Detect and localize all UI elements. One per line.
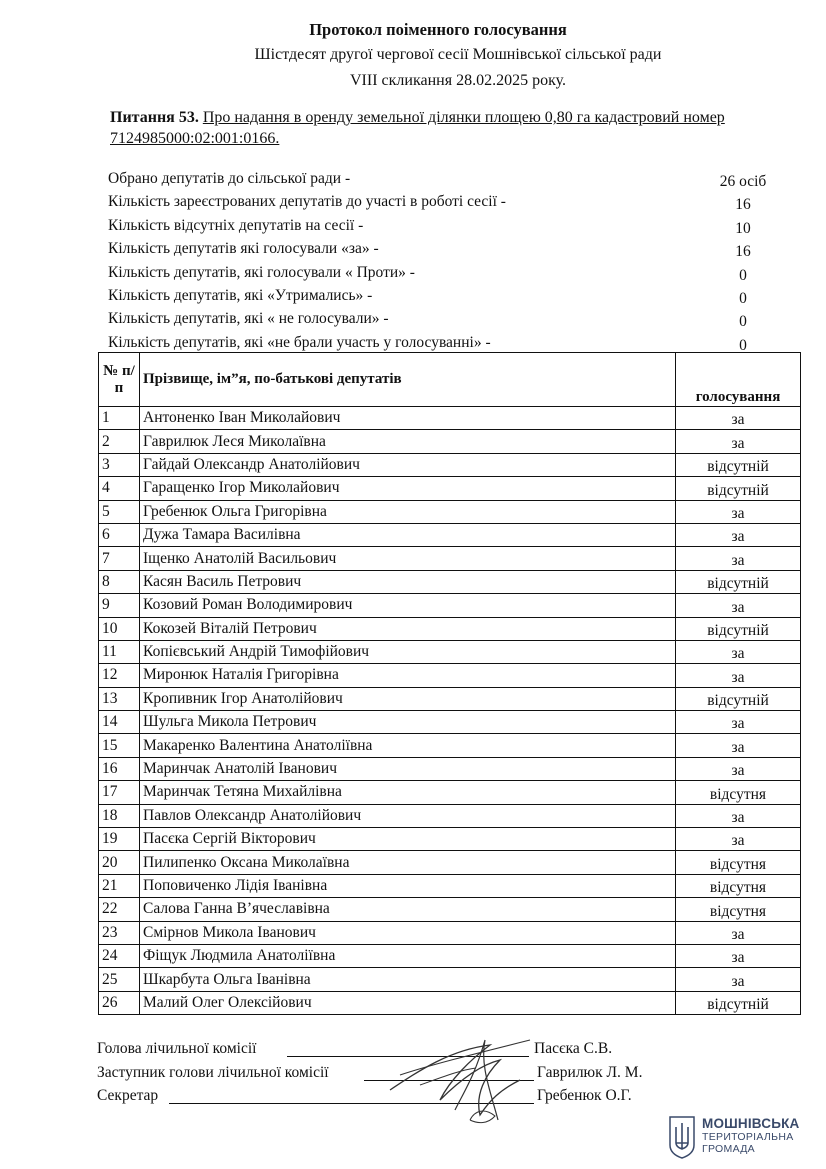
stat-value: 0 bbox=[739, 336, 747, 354]
row-number: 13 bbox=[99, 687, 140, 710]
vote-result: за bbox=[676, 968, 801, 991]
document-subtitle-date: VIII скликання 28.02.2025 року. bbox=[349, 72, 567, 89]
deputy-name: Гаврилюк Леся Миколаївна bbox=[140, 430, 676, 453]
table-header-row bbox=[99, 353, 801, 407]
stat-value: 0 bbox=[739, 313, 747, 331]
vote-result: відсутній bbox=[676, 570, 801, 593]
deputy-name: Смірнов Микола Іванович bbox=[140, 921, 676, 944]
table-row bbox=[99, 407, 801, 430]
vote-result: відсутня bbox=[676, 898, 801, 921]
table-row bbox=[99, 570, 801, 593]
deputy-name: Касян Василь Петрович bbox=[140, 570, 676, 593]
row-number: 3 bbox=[99, 453, 140, 476]
deputy-name: Фіщук Людмила Анатоліївна bbox=[140, 944, 676, 967]
deputy-name: Дужа Тамара Василівна bbox=[140, 523, 676, 546]
stat-row bbox=[108, 287, 788, 310]
stat-row bbox=[108, 310, 788, 333]
table-row bbox=[99, 547, 801, 570]
deputy-name: Пилипенко Оксана Миколаївна bbox=[140, 851, 676, 874]
deputy-name: Гаращенко Ігор Миколайович bbox=[140, 477, 676, 500]
table-row bbox=[99, 804, 801, 827]
vote-result: за bbox=[676, 804, 801, 827]
stat-label: Кількість зареєстрованих депутатів до участі в роботі сесії - bbox=[108, 193, 506, 211]
stat-value: 0 bbox=[739, 289, 747, 307]
vote-result: за bbox=[676, 921, 801, 944]
table-row bbox=[99, 640, 801, 663]
table-row bbox=[99, 991, 801, 1014]
row-number: 25 bbox=[99, 968, 140, 991]
deputy-name: Салова Ганна В’ячеславівна bbox=[140, 898, 676, 921]
table-row bbox=[99, 944, 801, 967]
header-number: № п/п bbox=[99, 353, 140, 407]
deputy-name: Павлов Олександр Анатолійович bbox=[140, 804, 676, 827]
table-row bbox=[99, 851, 801, 874]
deputy-name: Козовий Роман Володимирович bbox=[140, 594, 676, 617]
logo-line3: ГРОМАДА bbox=[702, 1143, 755, 1155]
stat-label: Обрано депутатів до сільської ради - bbox=[108, 170, 351, 187]
deputy-name: Маринчак Тетяна Михайлівна bbox=[140, 781, 676, 804]
table-row bbox=[99, 523, 801, 546]
handwritten-signature bbox=[380, 1020, 540, 1130]
deputy-name: Малий Олег Олексійович bbox=[140, 991, 676, 1014]
stat-row bbox=[108, 217, 788, 240]
row-number: 17 bbox=[99, 781, 140, 804]
stat-value: 16 bbox=[735, 196, 751, 214]
deputy-name: Кокозей Віталій Петрович bbox=[140, 617, 676, 640]
table-row bbox=[99, 453, 801, 476]
table-row bbox=[99, 757, 801, 780]
row-number: 7 bbox=[99, 547, 140, 570]
vote-result: за bbox=[676, 640, 801, 663]
vote-result: за bbox=[676, 523, 801, 546]
table-row bbox=[99, 968, 801, 991]
stat-value: 0 bbox=[739, 266, 747, 284]
stat-value: 26 осіб bbox=[719, 173, 767, 190]
table-row bbox=[99, 477, 801, 500]
vote-result: за bbox=[676, 711, 801, 734]
stat-label: Кількість депутатів, які «Утримались» - bbox=[108, 286, 373, 304]
table-row bbox=[99, 664, 801, 687]
deputy-name: Пасєка Сергій Вікторович bbox=[140, 828, 676, 851]
row-number: 24 bbox=[99, 944, 140, 967]
row-number: 22 bbox=[99, 898, 140, 921]
stat-row bbox=[108, 193, 788, 216]
question-label: Питання 53. bbox=[110, 109, 199, 126]
stat-label: Кількість депутатів які голосували «за» - bbox=[108, 240, 379, 258]
signature-name: Гребенюк О.Г. bbox=[537, 1087, 632, 1104]
question-block bbox=[110, 107, 810, 149]
vote-result: відсутня bbox=[676, 874, 801, 897]
logo-text bbox=[702, 1117, 800, 1155]
table-row bbox=[99, 594, 801, 617]
deputy-name: Шульга Микола Петрович bbox=[140, 711, 676, 734]
table-row bbox=[99, 874, 801, 897]
deputy-name: Гайдай Олександр Анатолійович bbox=[140, 453, 676, 476]
header-name: Прізвище, ім”я, по-батькові депутатів bbox=[140, 353, 676, 407]
vote-result: за bbox=[676, 757, 801, 780]
signature-role: Заступник голови лічильної комісії bbox=[97, 1064, 329, 1081]
row-number: 1 bbox=[99, 407, 140, 430]
stat-row bbox=[108, 264, 788, 287]
table-row bbox=[99, 828, 801, 851]
vote-result: за bbox=[676, 430, 801, 453]
voting-stats bbox=[108, 170, 788, 357]
vote-result: відсутній bbox=[676, 991, 801, 1014]
stat-label: Кількість відсутніх депутатів на сесії - bbox=[108, 216, 364, 234]
deputy-name: Макаренко Валентина Анатоліївна bbox=[140, 734, 676, 757]
vote-result: за bbox=[676, 944, 801, 967]
signature-role: Секретар bbox=[97, 1087, 159, 1104]
logo-line2: ТЕРИТОРІАЛЬНА bbox=[702, 1131, 794, 1143]
row-number: 20 bbox=[99, 851, 140, 874]
signature-name: Пасєка С.В. bbox=[534, 1040, 613, 1057]
vote-result: за bbox=[676, 734, 801, 757]
vote-result: за bbox=[676, 500, 801, 523]
votes-table bbox=[98, 352, 801, 1015]
row-number: 11 bbox=[99, 640, 140, 663]
row-number: 4 bbox=[99, 477, 140, 500]
deputy-name: Іщенко Анатолій Васильович bbox=[140, 547, 676, 570]
table-row bbox=[99, 500, 801, 523]
table-row bbox=[99, 430, 801, 453]
deputy-name: Кропивник Ігор Анатолійович bbox=[140, 687, 676, 710]
deputy-name: Гребенюк Ольга Григорівна bbox=[140, 500, 676, 523]
row-number: 14 bbox=[99, 711, 140, 734]
vote-result: відсутня bbox=[676, 781, 801, 804]
row-number: 2 bbox=[99, 430, 140, 453]
stat-label: Кількість депутатів, які «не брали участь у голосуванні» - bbox=[108, 333, 491, 351]
question-text: Про надання в оренду земельної ділянки площею 0,80 га кадастровий номер 7124985000:02:001:0166. bbox=[110, 109, 725, 147]
table-row bbox=[99, 687, 801, 710]
votes-table-body bbox=[99, 407, 801, 1015]
vote-result: відсутній bbox=[676, 617, 801, 640]
row-number: 21 bbox=[99, 874, 140, 897]
stat-value: 16 bbox=[735, 243, 751, 261]
vote-result: за bbox=[676, 828, 801, 851]
vote-result: відсутній bbox=[676, 453, 801, 476]
row-number: 16 bbox=[99, 757, 140, 780]
row-number: 18 bbox=[99, 804, 140, 827]
logo-line1: МОШНІВСЬКА bbox=[702, 1116, 800, 1131]
document-title: Протокол поіменного голосування bbox=[309, 20, 567, 39]
deputy-name: Миронюк Наталія Григорівна bbox=[140, 664, 676, 687]
deputy-name: Шкарбута Ольга Іванівна bbox=[140, 968, 676, 991]
deputy-name: Антоненко Іван Миколайович bbox=[140, 407, 676, 430]
table-row bbox=[99, 734, 801, 757]
table-row bbox=[99, 898, 801, 921]
row-number: 9 bbox=[99, 594, 140, 617]
stat-row bbox=[108, 170, 788, 193]
deputy-name: Поповиченко Лідія Іванівна bbox=[140, 874, 676, 897]
vote-result: за bbox=[676, 664, 801, 687]
stat-value: 10 bbox=[735, 219, 751, 237]
stat-label: Кількість депутатів, які голосували « Проти» - bbox=[108, 263, 415, 281]
table-row bbox=[99, 617, 801, 640]
community-logo bbox=[668, 1113, 818, 1163]
signature-name: Гаврилюк Л. М. bbox=[537, 1064, 643, 1081]
document-subtitle-session: Шістдесят другої чергової сесії Мошнівської сільської ради bbox=[254, 46, 662, 63]
stat-row bbox=[108, 240, 788, 263]
row-number: 26 bbox=[99, 991, 140, 1014]
row-number: 6 bbox=[99, 523, 140, 546]
vote-result: відсутній bbox=[676, 687, 801, 710]
row-number: 19 bbox=[99, 828, 140, 851]
row-number: 15 bbox=[99, 734, 140, 757]
vote-result: відсутня bbox=[676, 851, 801, 874]
vote-result: за bbox=[676, 407, 801, 430]
trident-emblem-icon bbox=[668, 1115, 696, 1159]
vote-result: за bbox=[676, 547, 801, 570]
header-vote: голосування bbox=[676, 353, 801, 407]
table-row bbox=[99, 711, 801, 734]
vote-result: за bbox=[676, 594, 801, 617]
row-number: 10 bbox=[99, 617, 140, 640]
deputy-name: Копієвський Андрій Тимофійович bbox=[140, 640, 676, 663]
row-number: 12 bbox=[99, 664, 140, 687]
row-number: 23 bbox=[99, 921, 140, 944]
row-number: 8 bbox=[99, 570, 140, 593]
table-row bbox=[99, 921, 801, 944]
stat-label: Кількість депутатів, які « не голосували» - bbox=[108, 310, 389, 328]
deputy-name: Маринчак Анатолій Іванович bbox=[140, 757, 676, 780]
table-row bbox=[99, 781, 801, 804]
signature-role: Голова лічильної комісії bbox=[97, 1040, 257, 1057]
vote-result: відсутній bbox=[676, 477, 801, 500]
row-number: 5 bbox=[99, 500, 140, 523]
